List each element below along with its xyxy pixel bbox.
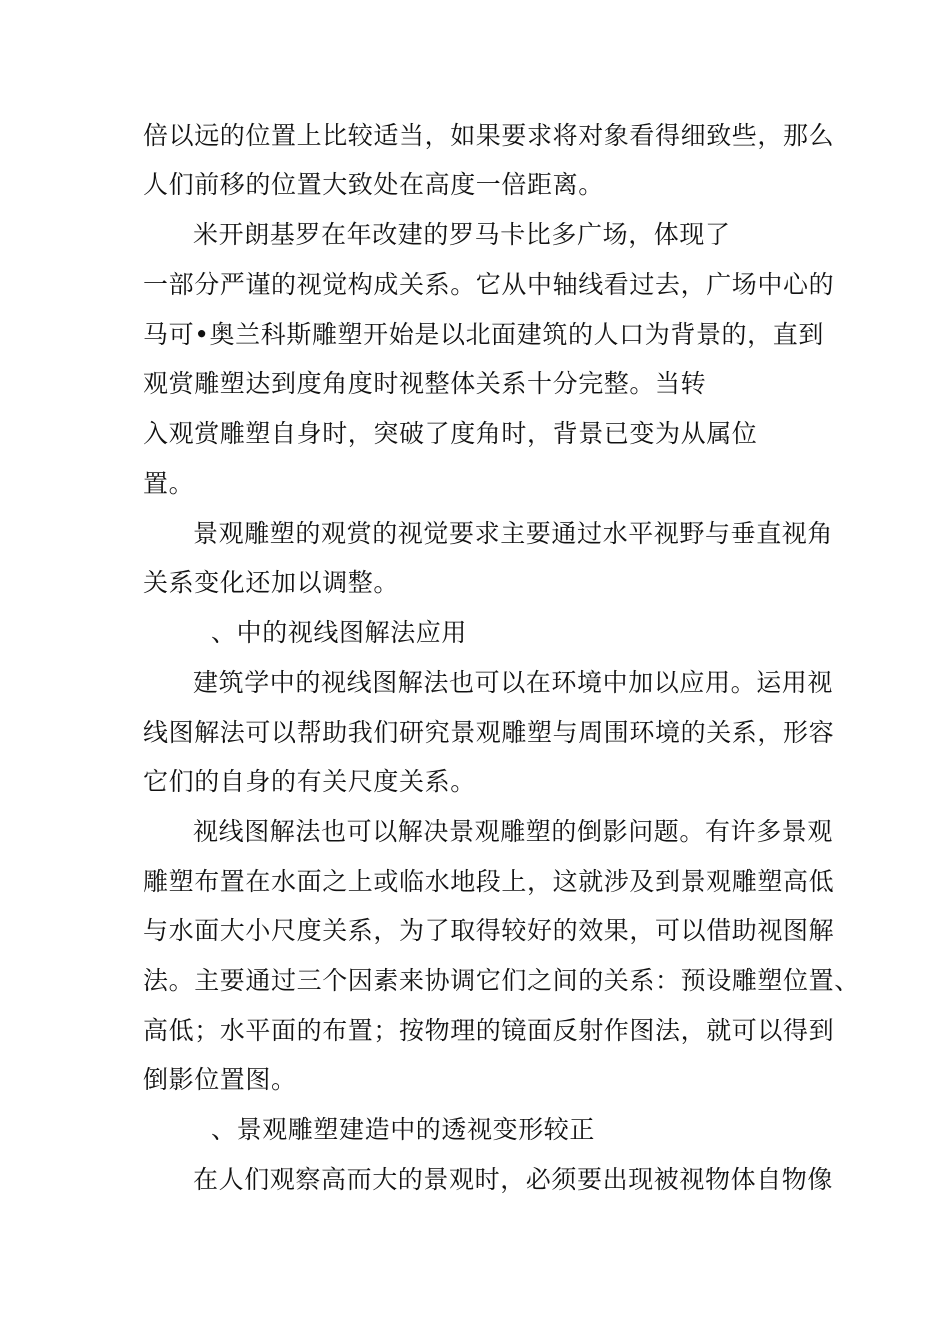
paragraph-line: 线图解法可以帮助我们研究景观雕塑与周围环境的关系，形容: [143, 718, 835, 747]
paragraph-line: 与水面大小尺度关系，为了取得较好的效果，可以借助视图解: [143, 916, 835, 945]
paragraph-line: 置。: [143, 469, 195, 498]
paragraph-line: 马可•奥兰科斯雕塑开始是以北面建筑的人口为背景的，直到: [143, 320, 824, 349]
paragraph-line: 入观赏雕塑自身时，突破了度角时，背景已变为从属位: [143, 419, 758, 448]
paragraph-line: 倍以远的位置上比较适当，如果要求将对象看得细致些，那么: [143, 121, 835, 150]
paragraph-line: 建筑学中的视线图解法也可以在环境中加以应用。运用视: [193, 668, 834, 697]
paragraph-line: 关系变化还加以调整。: [143, 568, 400, 597]
paragraph-line: 景观雕塑的观赏的视觉要求主要通过水平视野与垂直视角: [193, 519, 834, 548]
paragraph-line: 高低；水平面的布置；按物理的镜面反射作图法，就可以得到: [143, 1016, 835, 1045]
paragraph-line: 视线图解法也可以解决景观雕塑的倒影问题。有许多景观: [193, 817, 834, 846]
paragraph-line: 观赏雕塑达到度角度时视整体关系十分完整。当转: [143, 369, 707, 398]
paragraph-line: 一部分严谨的视觉构成关系。它从中轴线看过去，广场中心的: [143, 270, 835, 299]
section-heading: 、中的视线图解法应用: [211, 618, 468, 647]
paragraph-line: 米开朗基罗在年改建的罗马卡比多广场，体现了: [193, 220, 731, 249]
paragraph-line: 人们前移的位置大致处在高度一倍距离。: [143, 170, 604, 199]
paragraph-line: 在人们观察高而大的景观时，必须要出现被视物体自物像: [193, 1165, 834, 1194]
paragraph-line: 雕塑布置在水面之上或临水地段上，这就涉及到景观雕塑高低: [143, 867, 835, 896]
section-heading: 、景观雕塑建造中的透视变形较正: [211, 1115, 596, 1144]
paragraph-line: 倒影位置图。: [143, 1065, 297, 1094]
paragraph-line: 它们的自身的有关尺度关系。: [143, 767, 476, 796]
paragraph-line: 法。主要通过三个因素来协调它们之间的关系：预设雕塑位置、: [143, 966, 860, 995]
